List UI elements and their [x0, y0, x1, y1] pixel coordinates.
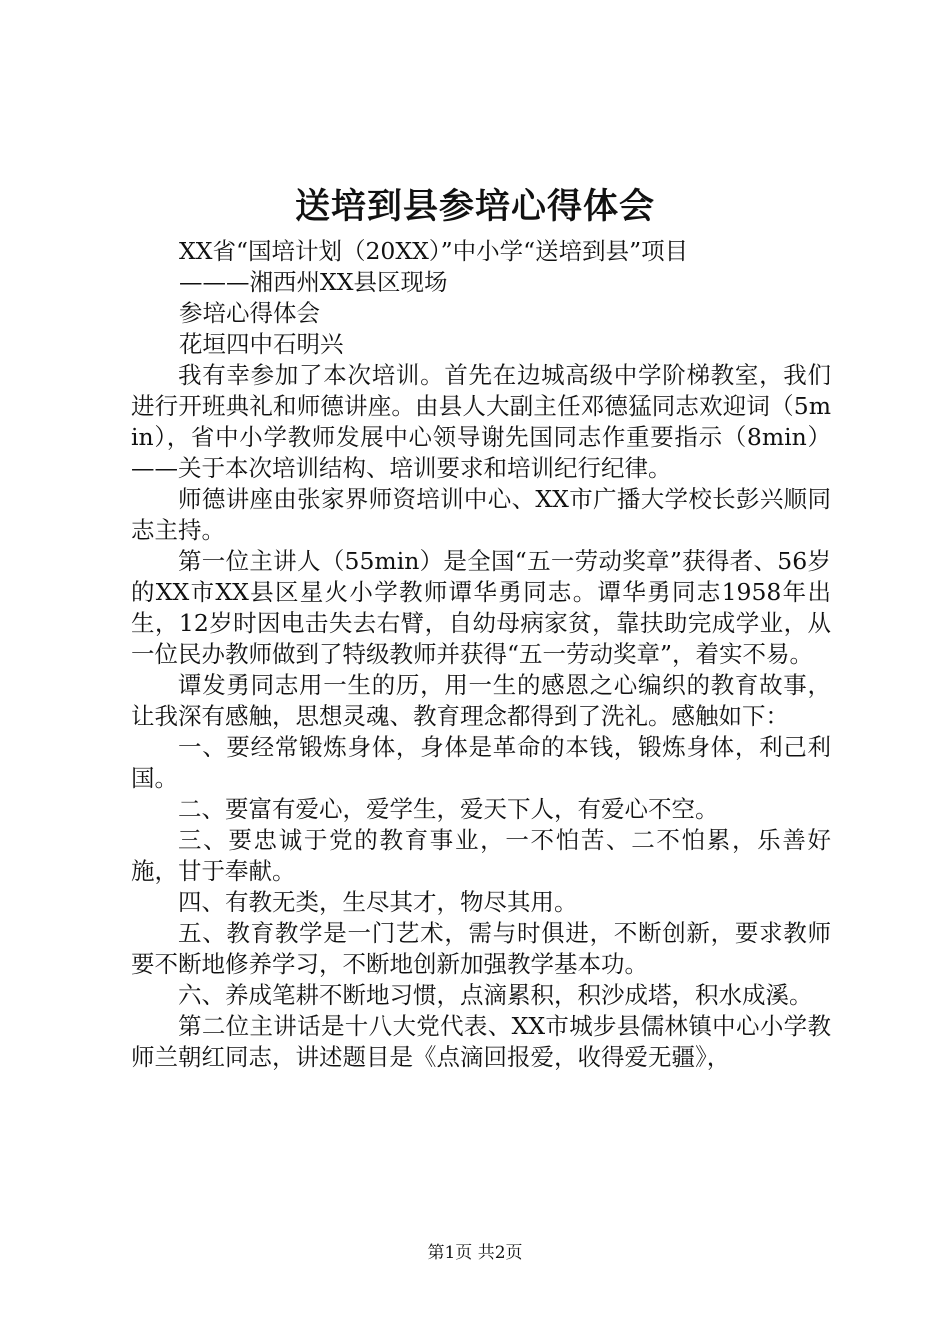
list-item: 六、养成笔耕不断地习惯，点滴累积，积沙成塔，积水成溪。: [178, 981, 813, 1009]
header-line-project: XX省“国培计划（20XX）”中小学“送培到县”项目: [179, 237, 689, 265]
page-number-footer: 第1页 共2页: [427, 1243, 523, 1263]
document-body: [131, 236, 831, 1073]
paragraph: 我有幸参加了本次培训。首先在边城高级中学阶梯教室，我们进行开班典礼和师德讲座。由县人大副主任邓德猛同志欢迎词（5min），省中小学教师发展中心领导谢先国同志作重要指示（8min）——关于本次培训结构、培训要求和培训纪行纪律。: [131, 361, 831, 482]
list-item: 三、要忠诚于党的教育事业，一不怕苦、二不怕累，乐善好施，甘于奉献。: [131, 826, 831, 885]
header-line-site: ———湘西州XX县区现场: [179, 268, 448, 296]
paragraph: 师德讲座由张家界师资培训中心、XX市广播大学校长彭兴顺同志主持。: [131, 485, 831, 544]
paragraph: 第二位主讲话是十八大党代表、XX市城步县儒林镇中心小学教师兰朝红同志，讲述题目是《点滴回报爱，收得爱无疆》，: [131, 1012, 831, 1071]
list-item: 二、要富有爱心，爱学生，爱天下人，有爱心不空。: [178, 795, 719, 823]
header-line-author: 花垣四中石明兴: [179, 330, 344, 358]
header-line-subtitle: 参培心得体会: [179, 299, 320, 327]
paragraph: 谭发勇同志用一生的历，用一生的感恩之心编织的教育故事，让我深有感触，思想灵魂、教育理念都得到了洗礼。感触如下：: [131, 671, 831, 730]
list-item: 一、要经常锻炼身体，身体是革命的本钱，锻炼身体，利己利国。: [131, 733, 831, 792]
document-title: 送培到县参培心得体会: [294, 186, 655, 227]
list-item: 五、教育教学是一门艺术，需与时俱进，不断创新，要求教师要不断地修养学习，不断地创新加强教学基本功。: [131, 919, 831, 978]
paragraph: 第一位主讲人（55min）是全国“五一劳动奖章”获得者、56岁的XX市XX县区星火小学教师谭华勇同志。谭华勇同志1958年出生，12岁时因电击失去右臂，自幼母病家贫，靠扶助完成学业，从一位民办教师做到了特级教师并获得“五一劳动奖章”，着实不易。: [131, 547, 831, 668]
list-item: 四、有教无类，生尽其才，物尽其用。: [178, 888, 578, 916]
